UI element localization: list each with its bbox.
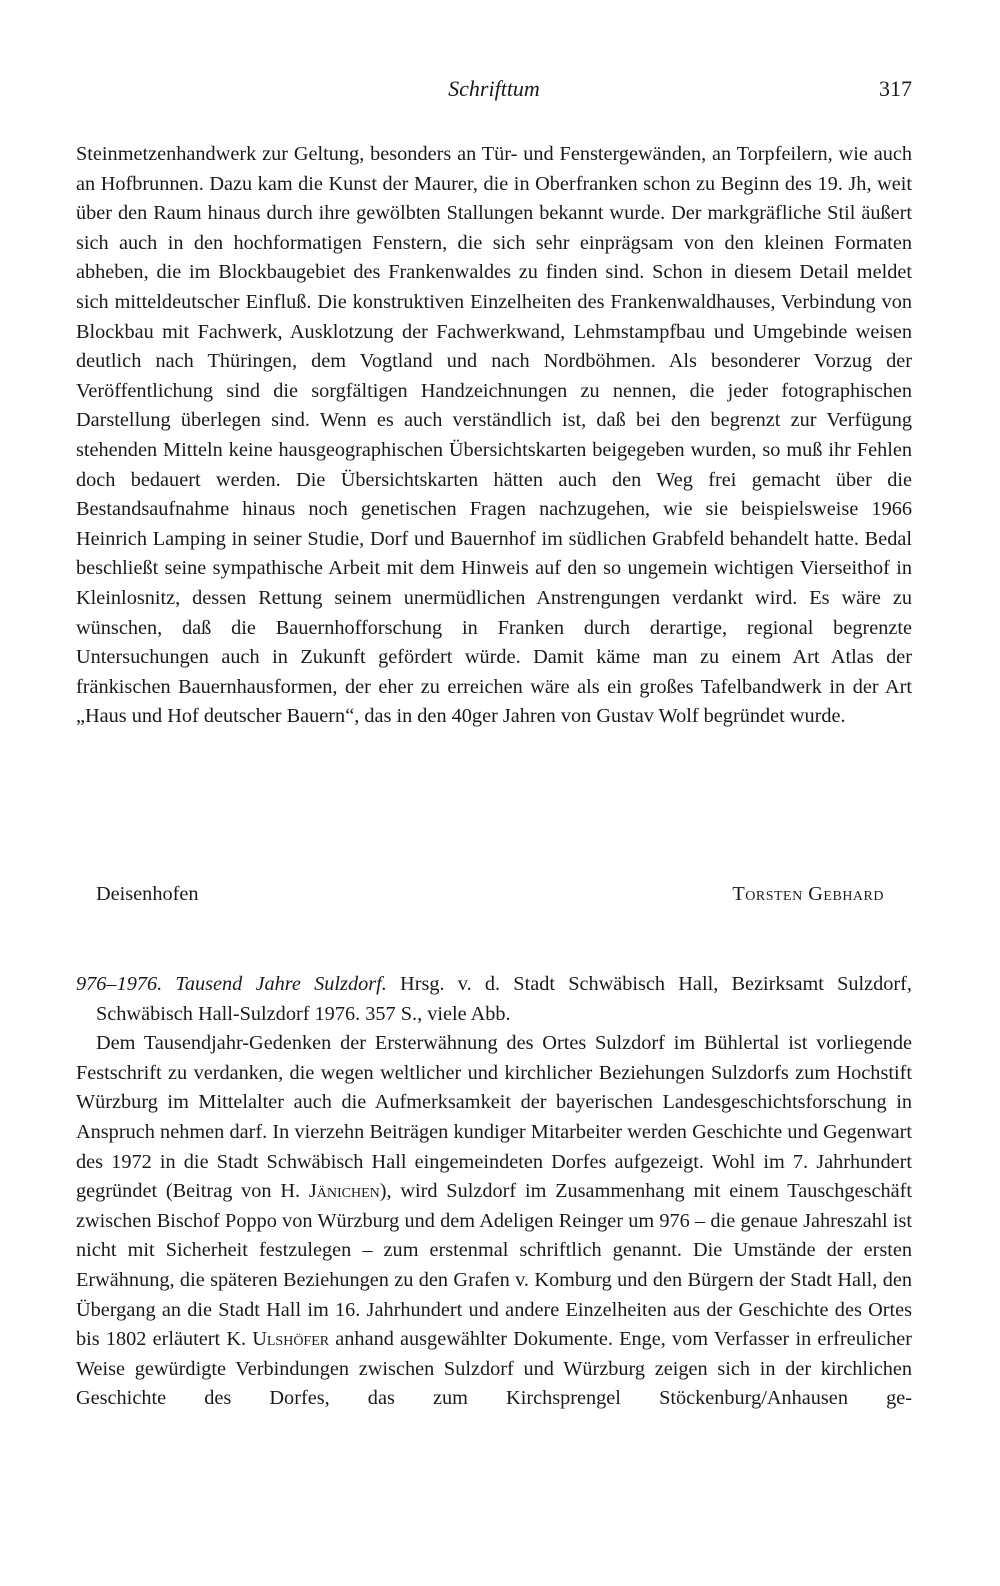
contributor-name-2: Ulshöfer (252, 1328, 330, 1351)
review-continuation-paragraph: Steinmetzenhandwerk zur Geltung, besonders an Tür- und Fenstergewänden, an Torpfeilern, wie auch an Hofbrunnen. Dazu kam die Kunst der Maurer, die in Oberfranken schon zu Beginn des 19. Jh, weit über den Raum hinaus durch ihre gewölbten Stallungen bekannt wurde. Der markgräfliche Stil äußert sich auch in den hochformatigen Fenstern, die sich sehr einprägsam von den kleinen Formaten abheben, die im Blockbaugebiet des Frankenwaldes zu finden sind. Schon in diesem Detail meldet sich mitteldeutscher Einfluß. Die konstruktiven Einzelheiten des Frankenwaldhauses, Verbindung von Blockbau mit Fachwerk, Ausklotzung der Fachwerkwand, Lehmstampfbau und Umgebinde weisen deutlich nach Thüringen, dem Vogtland und nach Nordböhmen. Als besonderer Vorzug der Veröffentlichung sind die sorgfältigen Handzeichnungen zu nennen, die jeder fotographischen Darstellung überlegen sind. Wenn es auch verständlich ist, daß bei den begrenzt zur Verfügung stehenden Mitteln keine hausgeographischen Übersichtskarten beigegeben wurden, so muß ihr Fehlen doch bedauert werden. Die Übersichtskarten hätten auch den Weg frei gemacht über die Bestandsaufnahme hinaus noch genetischen Fragen nachzugehen, wie sie beispielsweise 1966 Heinrich Lamping in seiner Studie, Dorf und Bauernhof im südlichen Grabfeld behandelt hatte. Bedal beschließt seine sympathische Arbeit mit dem Hinweis auf den so ungemein wichtigen Vierseithof in Kleinlosnitz, dessen Rettung seinem unermüdlichen Anstrengungen verdankt wird. Es wäre zu wünschen, daß die Bauernhofforschung in Franken durch derartige, regional begrenzte Untersuchungen auch in Zukunft gefördert würde. Damit käme man zu einem Art Atlas der fränkischen Bauernhausformen, der eher zu erreichen wäre als ein großes Tafelbandwerk in der Art „Haus und Hof deutscher Bauern“, das in den 40ger Jahren von Gustav Wolf begründet wurde. (76, 143, 912, 728)
bibliographic-entry (76, 970, 912, 1029)
signature-author: Torsten Gebhard (732, 883, 884, 905)
page-number: 317 (879, 76, 912, 101)
review-body-part-1: Dem Tausendjahr-Gedenken der Ersterwähnung des Ortes Sulzdorf im Bühlertal ist vorliegende Festschrift zu verdanken, die wegen weltlicher und kirchlicher Beziehungen Sulzdorfs zum Hochstift Würzburg im Mittelalter auch die Aufmerksamkeit der bayerischen Landesgeschichtsforschung in Anspruch nehmen darf. In vierzehn Beiträgen kundiger Mitarbeiter werden Geschichte und Gegenwart des 1972 in die Stadt Schwäbisch Hall eingemeindeten Dorfes aufgezeigt. Wohl im 7. Jahrhundert gegründet (Beitrag von H. (76, 1032, 912, 1203)
book-title: 976–1976. Tausend Jahre Sulzdorf. (76, 973, 387, 995)
review-body-part-3: anhand ausgewählter Dokumente. Enge, vom Verfasser in erfreulicher Weise gewürdigte Verbindungen zwischen Sulzdorf und Würzburg zeigen sich in der kirchlichen Geschichte des Dorfes, das zum Kirchsprengel Stöckenburg/Anhausen ge- (76, 1328, 912, 1410)
page-header (76, 76, 912, 110)
signature-place: Deisenhofen (96, 883, 199, 905)
book-publication-details: Hrsg. v. d. Stadt Schwäbisch Hall, Bezirksamt Sulzdorf, Schwäbisch Hall-Sulzdorf 1976. 357 S., viele Abb. (96, 973, 912, 1025)
contributor-name-1: Jänichen (308, 1180, 380, 1203)
review-body-paragraph (76, 1029, 912, 1414)
running-head: Schrifttum (448, 76, 540, 101)
review-continuation (76, 140, 912, 732)
review-body-part-2: ), wird Sulzdorf im Zusammenhang mit einem Tauschgeschäft zwischen Bischof Poppo von Würzburg und dem Adeligen Reinger um 976 – die genaue Jahreszahl ist nicht mit Sicherheit festzulegen – zum erstenmal schriftlich genannt. Die Umstände der ersten Erwähnung, die späteren Beziehungen zu den Grafen v. Komburg und den Bürgern der Stadt Hall, den Übergang an die Stadt Hall im 16. Jahrhundert und andere Einzelheiten aus der Geschichte des Ortes bis 1802 erläutert K. (76, 1180, 912, 1351)
new-review (76, 970, 912, 1414)
